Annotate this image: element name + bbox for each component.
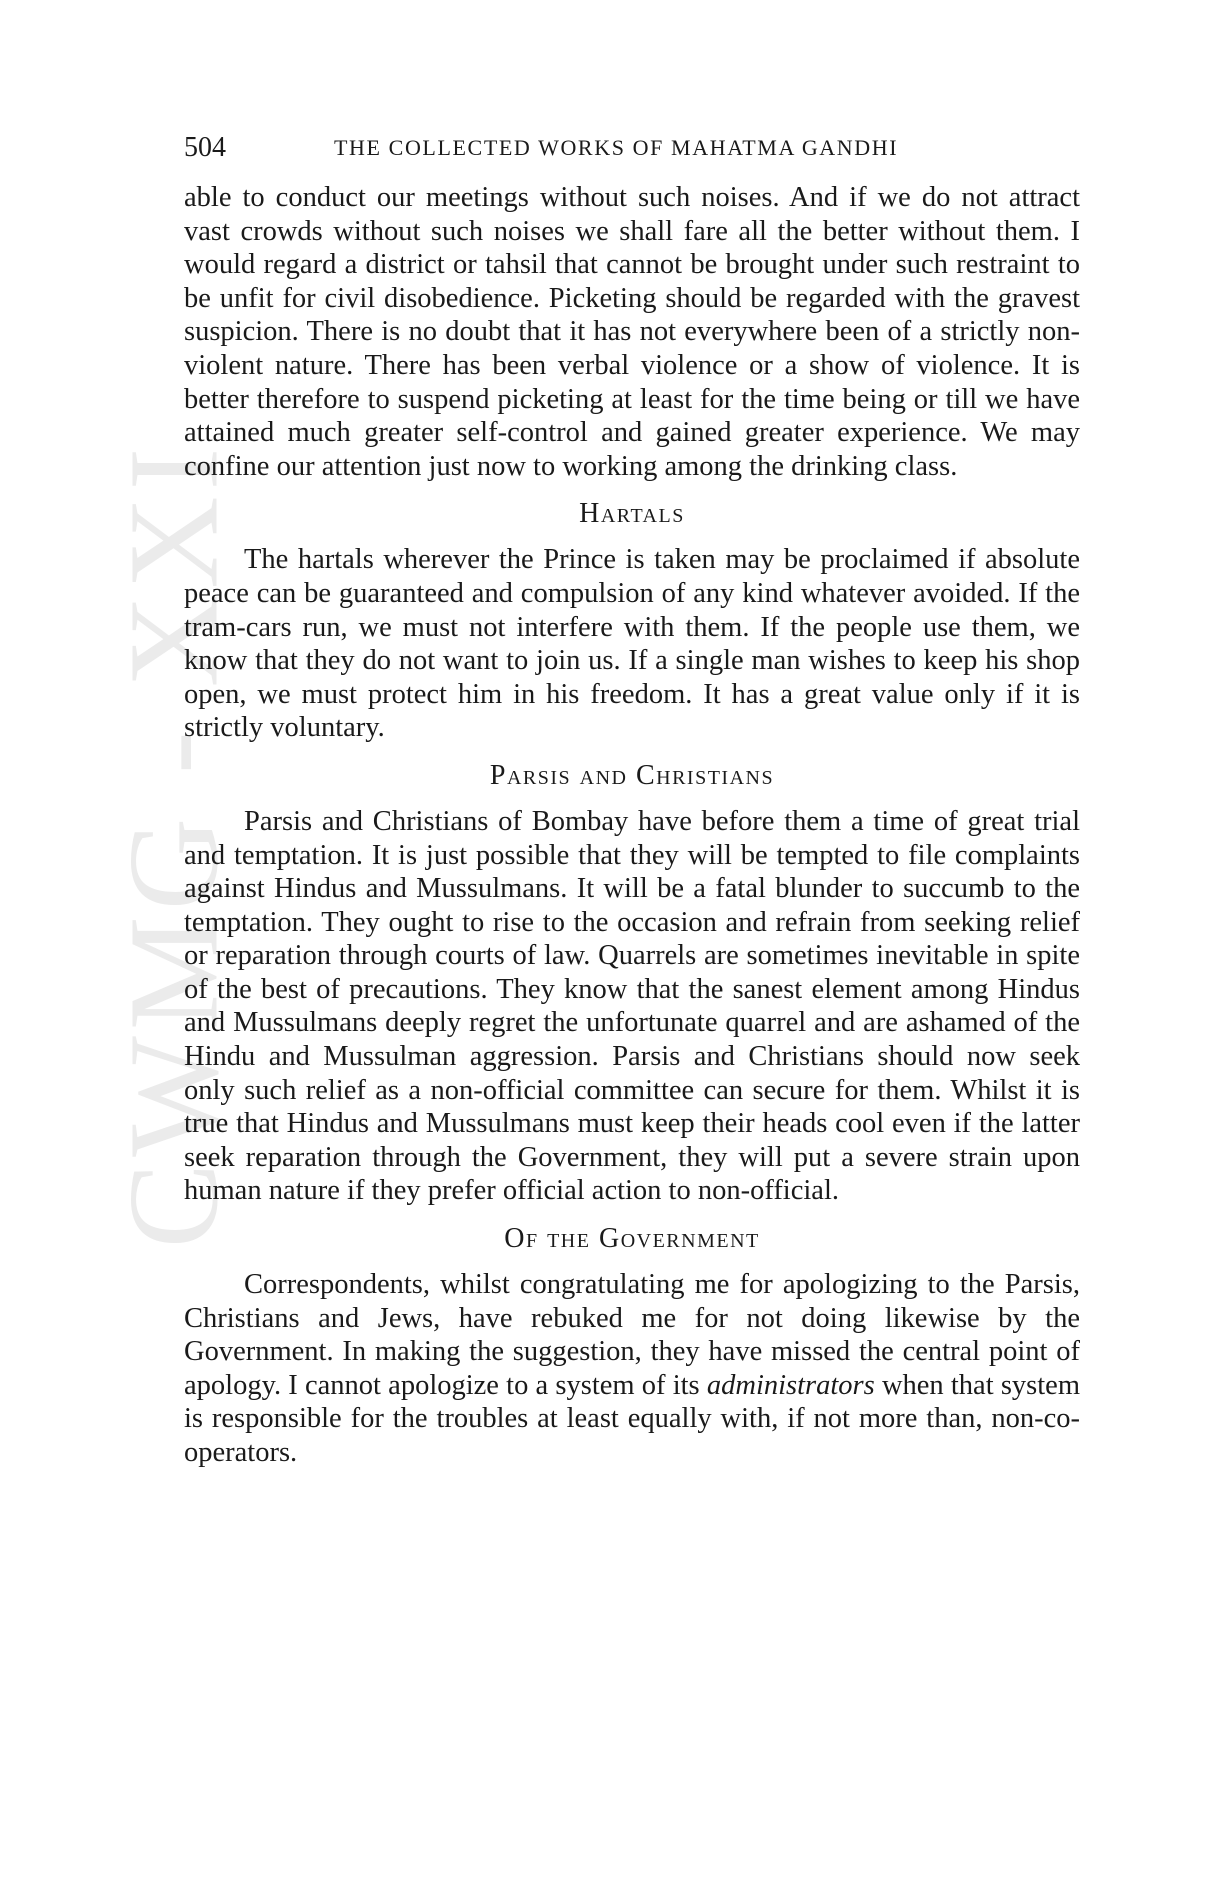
hartals-paragraph: The hartals wherever the Prince is taken may be proclaimed if absolute peace can be guaranteed and compulsion of any kind whatever avoided. If the tram-cars run, we must not interfere with them. If the people use them, we know that they do not want to join us. If a single man wishes to keep his shop open, we must protect him in his freedom. It has a great value only if it is strictly voluntary. [184,544,1080,744]
paragraph-text-after-italic: when that system is responsible for the troubles at least equally with, if not more than, non-co-operators. [184,1369,1080,1468]
page-header [184,128,1080,168]
parsis-and-christians-paragraph: Parsis and Christians of Bombay have before them a time of great trial and temptation. It is just possible that they will be tempted to file complaints against Hindus and Mussulmans. It will be a fatal blunder to succumb to the temptation. They ought to rise to the occasion and refrain from seeking relief or reparation through courts of law. Quarrels are sometimes inevitable in spite of the best of precautions. They know that the sanest element among Hindus and Mussulmans deeply regret the unfortunate quarrel and are ashamed of the Hindu and Mussulman aggression. Parsis and Christians should now seek only such relief as a non-official committee can secure for them. Whilst it is true that Hindus and Mussulmans must keep their heads cool even if the latter seek reparation through the Government, they will put a severe strain upon human nature if they prefer official action to non-official. [184,805,1080,1207]
page-number: 504 [184,132,226,163]
running-head: THE COLLECTED WORKS OF MAHATMA GANDHI [334,135,899,160]
section-heading-hartals: Hartals [579,498,685,530]
opening-paragraph: able to conduct our meetings without such noises. And if we do not attract vast crowds without such noises we shall fare all the better without them. I would regard a district or tahsil that cannot be brought under such restraint to be unfit for civil disobedience. Picketing should be regarded with the gravest suspicion. There is no doubt that it has not everywhere been of a strictly non-violent nature. There has been verbal violence or a show of violence. It is better therefore to suspend picketing at least for the time being or till we have attained much greater self-control and gained greater experience. We may confine our attention just now to working among the drinking class. [184,182,1080,482]
watermark-text: CWMG - XXI [102,441,244,1249]
paragraph-text-before-italic: Correspondents, whilst congratulating me for apologizing to the Parsis, Christians and Jews, have rebuked me for not doing likewise by the Government. In making the suggestion, they have missed the central point of apology. I cannot apologize to a system of its [184,1269,1080,1401]
page-body [184,181,1080,1470]
italic-word: administrators [706,1369,875,1401]
section-heading-parsis-and-christians: Parsis and Christians [489,759,775,791]
of-the-government-paragraph [184,1268,1080,1470]
section-heading-of-the-government: Of the Government [504,1223,760,1255]
